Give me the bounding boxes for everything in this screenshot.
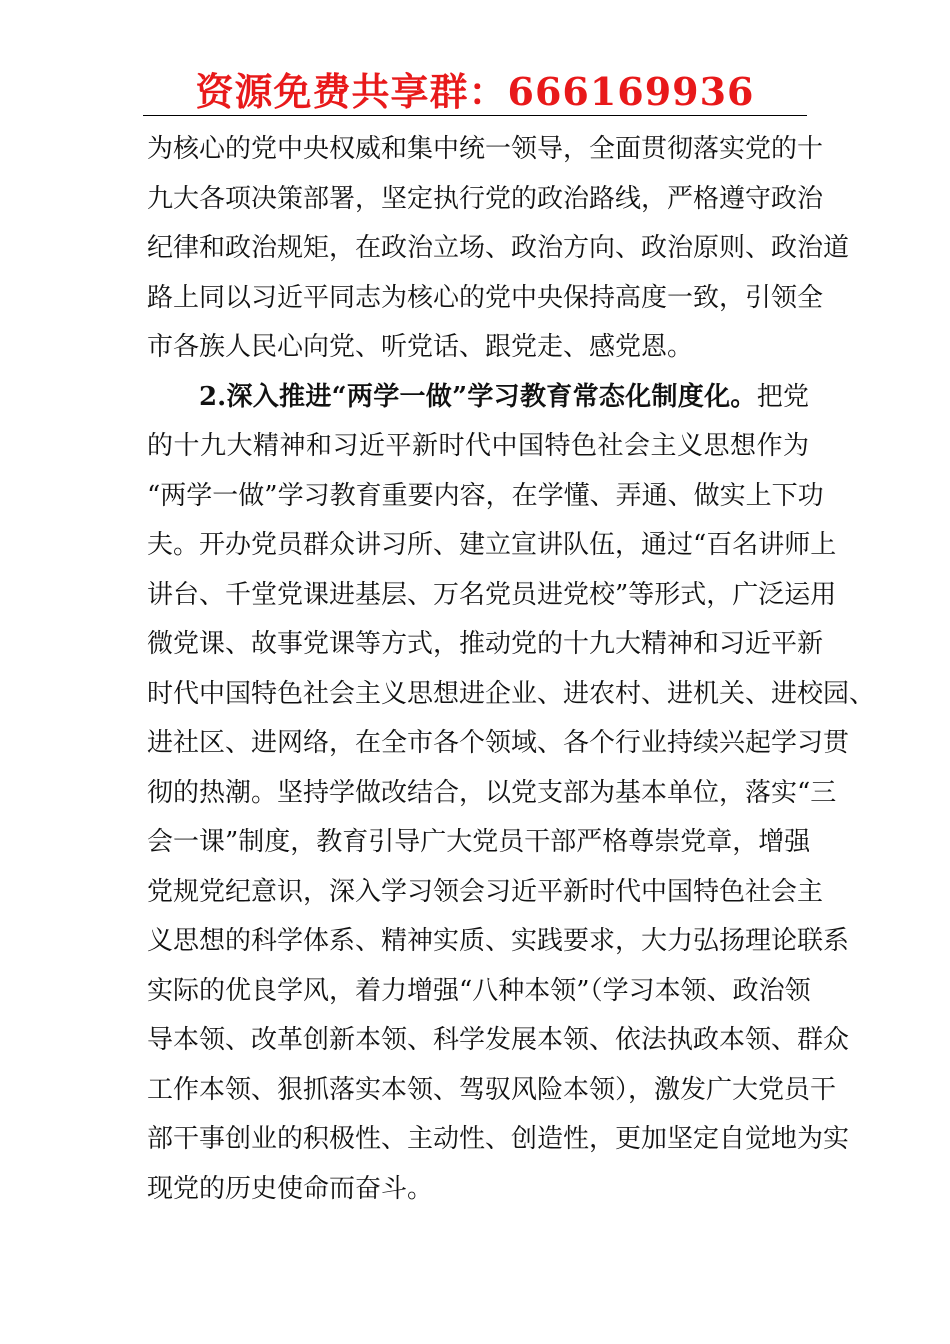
text-line: 党规党纪意识，深入学习领会习近平新时代中国特色社会主 xyxy=(147,876,824,907)
item-heading: 2.深入推进“两学一做”学习教育常态化制度化。 xyxy=(199,381,757,412)
text-line: “两学一做”学习教育重要内容，在学懂、弄通、做实上下功 xyxy=(147,480,824,511)
text-line: 的十九大精神和习近平新时代中国特色社会主义思想作为 xyxy=(147,431,809,461)
paragraph-first-line xyxy=(147,373,809,423)
text-line: 现党的历史使命而奋斗。 xyxy=(147,1173,434,1204)
text-line: 实际的优良学风，着力增强“八种本领”（学习本领、政治领 xyxy=(147,975,811,1006)
paragraph-item-2 xyxy=(147,373,876,1215)
text-line: 部干事创业的积极性、主动性、创造性，更加坚定自觉地为实 xyxy=(147,1124,850,1154)
paragraph-continuation xyxy=(147,125,850,373)
document-body xyxy=(147,125,876,1214)
text-line: 九大各项决策部署，坚定执行党的政治路线，严格遵守政治 xyxy=(147,183,824,214)
text-line: 义思想的科学体系、精神实质、实践要求，大力弘扬理论联系 xyxy=(147,926,850,956)
text-line: 导本领、改革创新本领、科学发展本领、依法执政本领、群众 xyxy=(147,1025,850,1055)
text-line: 微党课、故事党课等方式，推动党的十九大精神和习近平新 xyxy=(147,629,824,659)
text-line: 为核心的党中央权威和集中统一领导，全面贯彻落实党的十 xyxy=(147,134,824,164)
text-line: 时代中国特色社会主义思想进企业、进农村、进机关、进校园、 xyxy=(147,678,876,709)
text-line: 彻的热潮。坚持学做改结合，以党支部为基本单位，落实“三 xyxy=(147,777,837,808)
heading-trailing-text: 把党 xyxy=(756,381,809,412)
text-line: 进社区、进网络，在全市各个领域、各个行业持续兴起学习贯 xyxy=(147,728,850,758)
header-divider xyxy=(143,115,807,116)
text-line: 纪律和政治规矩，在政治立场、政治方向、政治原则、政治道 xyxy=(147,233,850,263)
header-banner-title: 资源免费共享群：666169936 xyxy=(195,69,755,114)
text-line: 会一课”制度，教育引导广大党员干部严格尊崇党章，增强 xyxy=(147,827,811,857)
text-line: 工作本领、狠抓落实本领、驾驭风险本领），激发广大党员干 xyxy=(147,1074,837,1105)
text-line: 市各族人民心向党、听党话、跟党走、感党恩。 xyxy=(147,332,694,362)
text-line: 夫。开办党员群众讲习所、建立宣讲队伍，通过“百名讲师上 xyxy=(147,530,837,560)
text-line: 路上同以习近平同志为核心的党中央保持高度一致，引领全 xyxy=(147,282,824,313)
text-line: 讲台、千堂党课进基层、万名党员进党校”等形式，广泛运用 xyxy=(147,579,837,610)
